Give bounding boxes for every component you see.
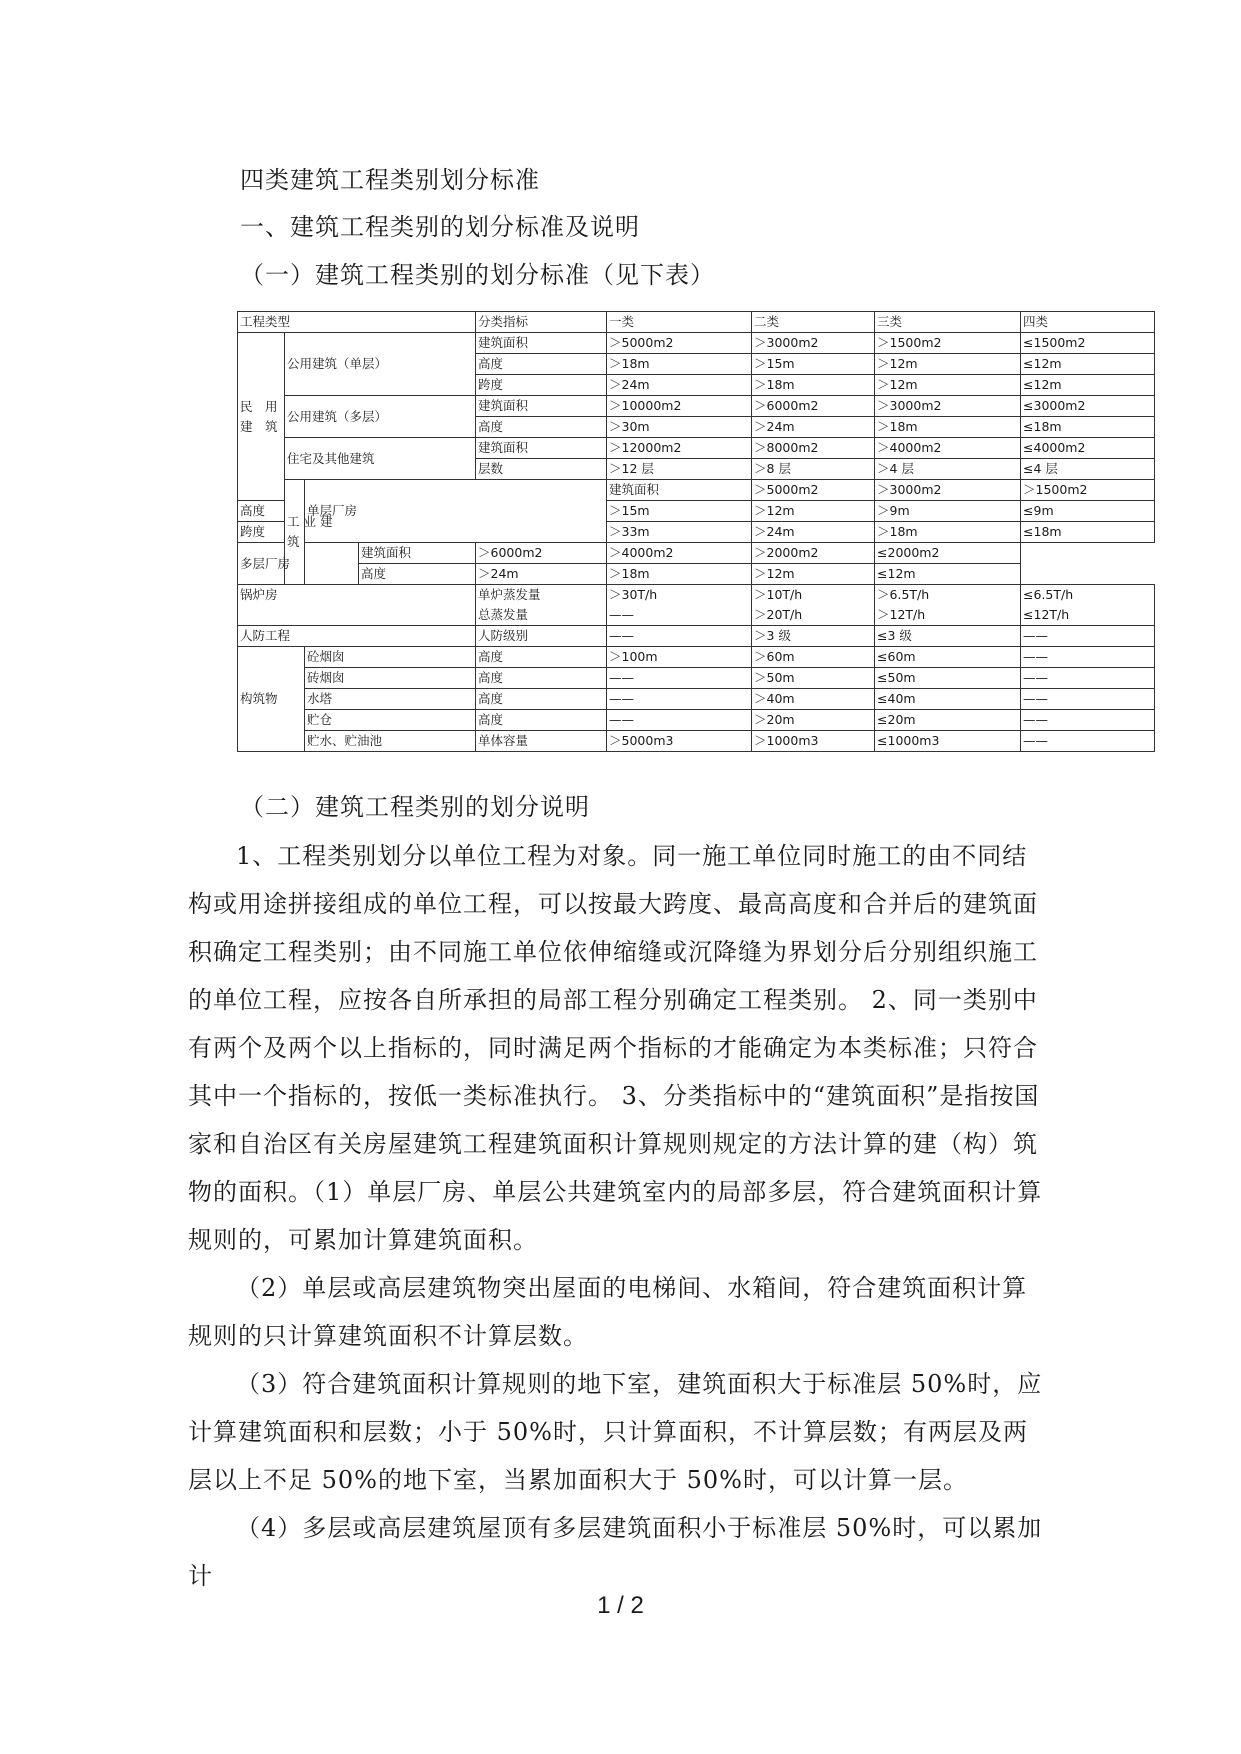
value-class-3: ＞1500m2 [1021,480,1155,501]
value-class-1: ＞100m [607,647,752,668]
value-class-4: —— [1021,647,1155,668]
value-class-4: ≤12m [875,564,1021,585]
classification-table [237,311,1155,752]
value-class-3: ＞18m [875,522,1021,543]
value-class-2: ＞4000m2 [607,543,752,564]
value-class-2: ＞60m [752,647,875,668]
subtype-cell: 贮水、贮油池 [305,731,476,752]
value-class-2: ＞6000m2 [752,396,875,417]
indicator-cell: 层数 [476,459,607,480]
value-class-3: ≤50m [875,668,1021,689]
table-row [238,333,1155,354]
value-class-1: ＞5000m2 [752,480,875,501]
value-class-3: ＞4 层 [875,459,1021,480]
value-class-3: ＞4000m2 [875,438,1021,459]
value-class-2: ＞10T/h ＞20T/h [752,585,875,626]
value-class-4: —— [1021,668,1155,689]
indicator-cell: 人防级别 [476,626,607,647]
value-class-1: ＞30m [607,417,752,438]
value-class-4: ≤12m [1021,354,1155,375]
header-class-3: 三类 [875,312,1021,333]
value-class-4: ≤1500m2 [1021,333,1155,354]
value-class-3: ＞9m [875,501,1021,522]
value-class-3: ≤40m [875,689,1021,710]
table-row [238,438,1155,459]
table-row [238,647,1155,668]
value-class-2: ＞20m [752,710,875,731]
value-class-4: ≤18m [1021,522,1155,543]
table-row [238,543,1155,564]
value-class-2: ＞8 层 [752,459,875,480]
table-row [238,626,1155,647]
table-header-row [238,312,1155,333]
group-cell: 构筑物 [238,647,305,752]
value-class-1: —— [607,668,752,689]
indicator-cell: 建筑面积 [476,333,607,354]
value-class-3: ≤60m [875,647,1021,668]
table-row [238,689,1155,710]
value-class-4: —— [1021,626,1155,647]
indicator-cell: 单体容量 [476,731,607,752]
header-class-1: 一类 [607,312,752,333]
indicator-cell: 建筑面积 [359,543,476,564]
value-class-4: —— [1021,710,1155,731]
value-class-1: ＞12000m2 [607,438,752,459]
value-class-3: ＞2000m2 [752,543,875,564]
group-cell: 人防工程 [238,626,476,647]
value-class-3: ＞6.5T/h ＞12T/h [875,585,1021,626]
indicator-cell: 跨度 [238,522,285,543]
value-class-1: ＞18m [607,354,752,375]
value-class-3: ＞12m [752,564,875,585]
value-class-4: ≤9m [1021,501,1155,522]
value-class-2: ＞3000m2 [752,333,875,354]
value-class-1: ＞5000m3 [607,731,752,752]
value-class-4: ≤4000m2 [1021,438,1155,459]
header-project-type: 工程类型 [238,312,476,333]
indicator-cell: 高度 [476,689,607,710]
header-class-4: 四类 [1021,312,1155,333]
value-class-3: ≤1000m3 [875,731,1021,752]
value-class-1: ＞24m [476,564,607,585]
subtype-cell: 贮仓 [305,710,476,731]
indicator-cell: 高度 [476,354,607,375]
subtype-cell: 住宅及其他建筑 [285,438,476,480]
section-heading: 一、建筑工程类别的划分标准及说明 [240,213,640,241]
value-class-1: ＞10000m2 [607,396,752,417]
document-title: 四类建筑工程类别划分标准 [240,166,540,194]
value-class-3: ＞3000m2 [875,396,1021,417]
value-class-2: ＞3000m2 [875,480,1021,501]
group-cell: 工 业 建 筑 [285,480,305,585]
paragraph-1: 1、工程类别划分以单位工程为对象。同一施工单位同时施工的由不同结构或用途拼接组成的单位工程，可以按最大跨度、最高高度和合并后的建筑面积确定工程类别；由不同施工单位依伸缩缝或沉降缝为界划分后分别组织施工的单位工程，应按各自所承担的局部工程分别确定工程类别。 2、同一类别中有两个及两个以上指标的，同时满足两个指标的才能确定为本类标准；只符合其中一个指标的，按低一类标准执行。 3、分类指标中的“建筑面积”是指按国家和自治区有关房屋建筑工程建筑面积计算规则规定的方法计算的建（构）筑物的面积。（1）单层厂房、单层公共建筑室内的局部多层，符合建筑面积计算规则的，可累加计算建筑面积。 [188,842,1043,1254]
value-class-1: ＞12 层 [607,459,752,480]
value-class-3: ＞12m [875,375,1021,396]
header-indicator: 分类指标 [476,312,607,333]
table-row [238,480,1155,501]
value-class-1: ＞15m [607,501,752,522]
indicator-cell: 高度 [476,647,607,668]
value-class-3: ＞18m [875,417,1021,438]
subtype-cell: 单层厂房 [305,480,607,543]
subsection-heading-standards: （一）建筑工程类别的划分标准（见下表） [240,261,715,289]
subtype-cell: 砼烟囱 [305,647,476,668]
indicator-cell: 高度 [476,668,607,689]
subsection-heading-explanation: （二）建筑工程类别的划分说明 [240,793,590,821]
indicator-cell: 建筑面积 [476,396,607,417]
indicator-cell: 单炉蒸发量 总蒸发量 [476,585,607,626]
table-row [238,710,1155,731]
value-class-4: ≤4 层 [1021,459,1155,480]
subtype-cell: 公用建筑（单层） [285,333,476,396]
value-class-2: ＞18m [752,375,875,396]
indicator-cell: 高度 [476,417,607,438]
value-class-1: —— [607,689,752,710]
value-class-2: ＞24m [752,522,875,543]
value-class-2: ＞50m [752,668,875,689]
indicator-cell: 高度 [476,710,607,731]
value-class-2: ＞24m [752,417,875,438]
value-class-4: ≤2000m2 [875,543,1021,564]
value-class-4: ≤18m [1021,417,1155,438]
group-cell: 民 用 建 筑 [238,333,285,501]
value-class-2: ＞15m [752,354,875,375]
page-number: 1 / 2 [597,1592,644,1619]
subtype-cell: 公用建筑（多层） [285,396,476,438]
table-row [238,564,1155,585]
indicator-cell: 建筑面积 [476,438,607,459]
value-class-1: —— [607,710,752,731]
paragraph-3: （3）符合建筑面积计算规则的地下室，建筑面积大于标准层 50%时，应计算建筑面积和层数；小于 50%时，只计算面积，不计算层数；有两层及两层以上不足 50%的地下室，当累加面积大于 50%时，可以计算一层。 [188,1370,1043,1494]
indicator-cell: 跨度 [476,375,607,396]
subtype-cell: 水塔 [305,689,476,710]
value-class-3: ＞1500m2 [875,333,1021,354]
paragraph-4: （4）多层或高层建筑屋顶有多层建筑面积小于标准层 50%时，可以累加计 [188,1514,1043,1590]
value-class-2: ＞12m [752,501,875,522]
table-row [238,585,1155,626]
value-class-4: —— [1021,731,1155,752]
value-class-2: ＞18m [607,564,752,585]
value-class-1: ＞30T/h —— [607,585,752,626]
value-class-4: ≤3000m2 [1021,396,1155,417]
indicator-cell: 高度 [238,501,285,522]
value-class-2: ＞8000m2 [752,438,875,459]
value-class-2: ＞3 级 [752,626,875,647]
value-class-3: ＞12m [875,354,1021,375]
indicator-cell: 高度 [359,564,476,585]
value-class-3: ≤3 级 [875,626,1021,647]
value-class-2: ＞1000m3 [752,731,875,752]
value-class-4: —— [1021,689,1155,710]
value-class-1: ＞24m [607,375,752,396]
table-row [238,668,1155,689]
value-class-2: ＞40m [752,689,875,710]
value-class-1: ＞5000m2 [607,333,752,354]
table-body [238,312,1155,752]
subtype-cell: 多层厂房 [238,543,359,585]
value-class-4: ≤6.5T/h ≤12T/h [1021,585,1155,626]
header-class-2: 二类 [752,312,875,333]
table-row [238,731,1155,752]
indicator-cell: 建筑面积 [607,480,752,501]
table-row [238,396,1155,417]
paragraph-2: （2）单层或高层建筑物突出屋面的电梯间、水箱间，符合建筑面积计算规则的只计算建筑面积不计算层数。 [188,1274,1028,1350]
value-class-4: ≤12m [1021,375,1155,396]
group-cell: 锅炉房 [238,585,476,626]
value-class-1: ＞6000m2 [476,543,607,564]
value-class-1: —— [607,626,752,647]
subtype-cell: 砖烟囱 [305,668,476,689]
value-class-1: ＞33m [607,522,752,543]
value-class-3: ≤20m [875,710,1021,731]
